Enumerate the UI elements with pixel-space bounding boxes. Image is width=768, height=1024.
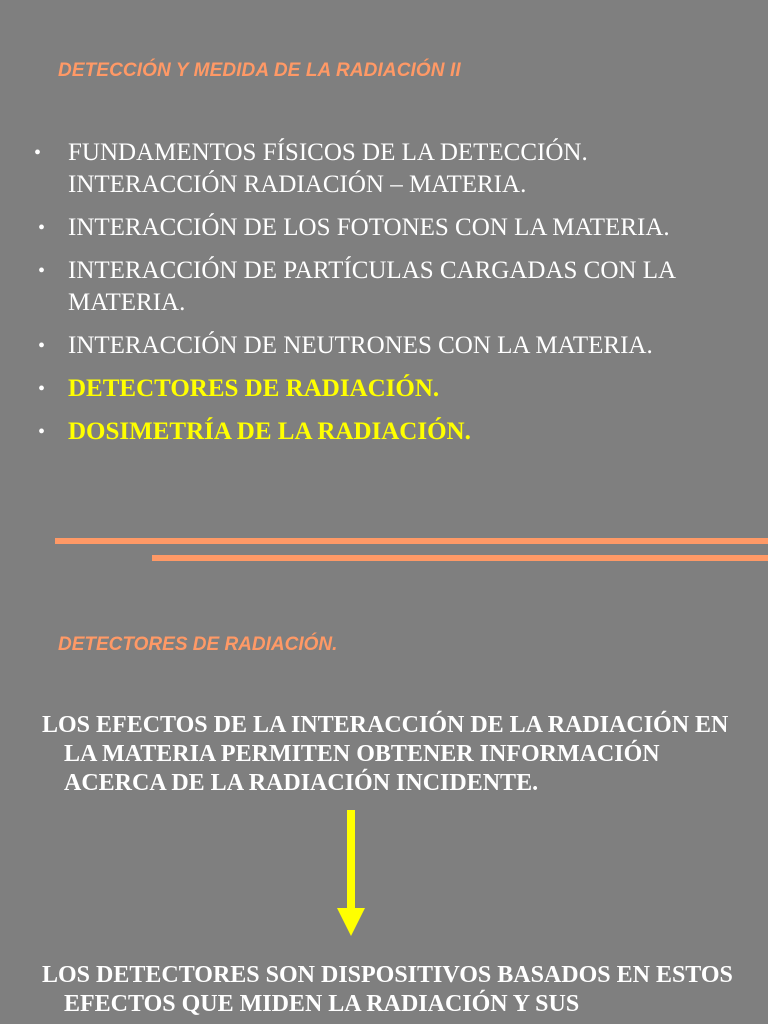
bullet-icon: • — [38, 217, 46, 239]
bullet-icon: • — [38, 260, 46, 282]
list-item-text: INTERACCIÓN DE PARTÍCULAS CARGADAS CON LA MATERIA. — [68, 257, 675, 316]
divider-line-upper — [55, 538, 768, 544]
list-item — [34, 330, 754, 362]
list-item — [34, 255, 754, 319]
list-item-highlighted — [34, 373, 754, 405]
section-title: DETECTORES DE RADIACIÓN. — [58, 634, 338, 655]
list-item-text: INTERACCIÓN DE LOS FOTONES CON LA MATERIA. — [68, 214, 670, 241]
list-item — [34, 212, 754, 244]
list-item-text: DOSIMETRÍA DE LA RADIACIÓN. — [68, 418, 471, 445]
list-item-text: DETECTORES DE RADIACIÓN. — [68, 375, 440, 402]
bullet-icon: • — [38, 378, 46, 400]
slide-title: DETECCIÓN Y MEDIDA DE LA RADIACIÓN II — [58, 60, 461, 81]
bullet-icon: • — [38, 335, 46, 357]
list-item-text: INTERACCIÓN DE NEUTRONES CON LA MATERIA. — [68, 332, 653, 359]
list-item-highlighted — [34, 416, 754, 448]
down-arrow-icon — [332, 810, 370, 938]
list-item-text: FUNDAMENTOS FÍSICOS DE LA DETECCIÓN. INTERACCIÓN RADIACIÓN – MATERIA. — [68, 139, 588, 198]
bullet-icon: • — [38, 421, 46, 443]
bullet-icon: • — [34, 142, 42, 164]
paragraph-effects: LOS EFECTOS DE LA INTERACCIÓN DE LA RADIACIÓN EN LA MATERIA PERMITEN OBTENER INFORMACIÓN ACERCA DE LA RADIACIÓN INCIDENTE. — [42, 712, 729, 796]
list-item — [34, 137, 754, 201]
divider-line-lower — [152, 555, 768, 561]
topic-list — [34, 137, 754, 459]
paragraph-detectors: LOS DETECTORES SON DISPOSITIVOS BASADOS EN ESTOS EFECTOS QUE MIDEN LA RADIACIÓN Y SUS — [42, 962, 733, 1017]
